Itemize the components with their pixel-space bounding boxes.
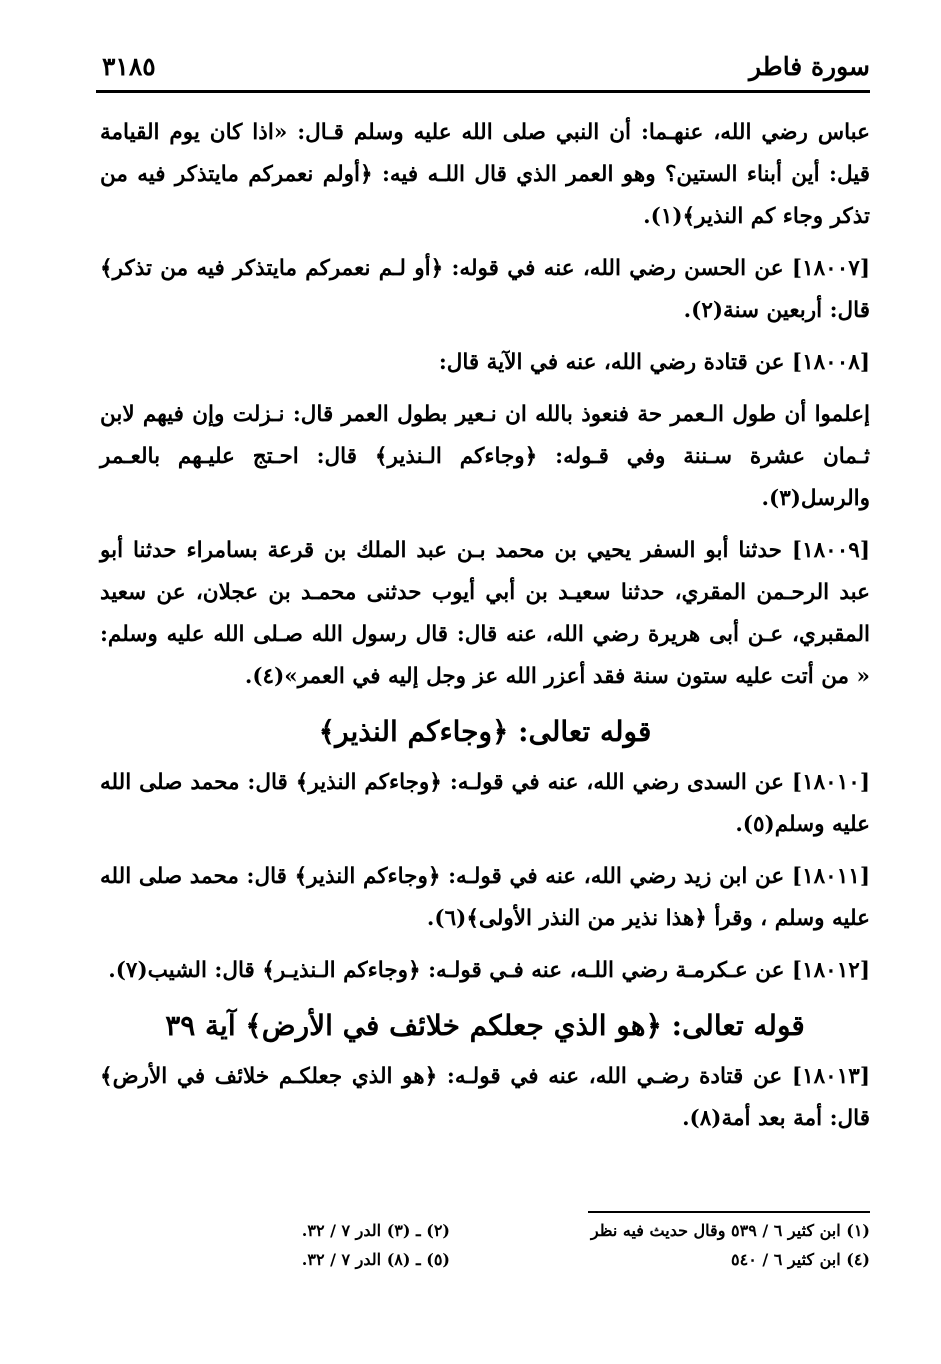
paragraph: [١٨٠١٢] عن عـكرمـة رضي اللـه، عنه فـي قولـه: ﴿وجاءكم الـنذيـر﴾ قال: الشيب(٧). bbox=[108, 958, 870, 983]
paragraph: [١٨٠٠٨] عن قتادة رضي الله، عنه في الآية قال: bbox=[438, 350, 870, 375]
page-body bbox=[100, 112, 870, 1150]
paragraph: [١٨٠١٣] عن قتادة رضـي الله، عنه في قولـه: ﴿هو الذي جعلكـم خلائف في الأرض﴾ قال: أمة بعد أمة(٨). bbox=[100, 1064, 870, 1131]
footnotes bbox=[100, 1211, 870, 1274]
page-number: ٣١٨٥ bbox=[102, 52, 156, 81]
footnote-divider bbox=[588, 1211, 870, 1213]
paragraph: [١٨٠١١] عن ابن زيد رضي الله، عنه في قولـه: ﴿وجاءكم النذير﴾ قال: محمد صلى الله عليه وسلم ، وقرأ ﴿هذا نذير من النذر الأولى﴾(٦). bbox=[100, 864, 870, 931]
footnote-row bbox=[100, 1216, 870, 1245]
footnote: (٥) ـ (٨) الدر ٧ / ٣٢. bbox=[301, 1250, 450, 1269]
section-heading: قوله تعالى: ﴿وجاءكم النذير﴾ bbox=[318, 715, 652, 748]
footnote: (١) ابن كثير ٦ / ٥٣٩ وقال حديث فيه نظر bbox=[590, 1221, 870, 1240]
paragraph: [١٨٠٠٧] عن الحسن رضي الله، عنه في قوله: ﴿أو لـم نعمركم مايتذكر فيه من تذكر﴾ قال: أربعين سنة(٢). bbox=[100, 256, 870, 323]
page-header bbox=[96, 46, 870, 93]
paragraph: [١٨٠٠٩] حدثنا أبو السفر يحيي بن محمد بـن عبد الملك بن قرعة بسامراء حدثنا أبو عبد الرحـمن المقري، حدثنا سعيـد بن أبي أيوب حدثنى محمـد بن عجلان، عن سعيد المقبري، عـن أبى هريرة رضي الله، عنه قال: قال رسول الله صـلى الله عليه وسلم: « من أتت عليه ستون سنة فقد أعزر الله عز وجل إليه في العمر»(٤). bbox=[100, 538, 870, 689]
footnote: (٢) ـ (٣) الدر ٧ / ٣٢. bbox=[301, 1221, 450, 1240]
surah-title: سورة فاطر bbox=[749, 52, 870, 81]
paragraph: [١٨٠١٠] عن السدى رضي الله، عنه في قولـه: ﴿وجاءكم النذير﴾ قال: محمد صلى الله عليه وسلم(٥). bbox=[100, 770, 870, 837]
footnote: (٤) ابن كثير ٦ / ٥٤٠ bbox=[731, 1250, 870, 1269]
section-heading: قوله تعالى: ﴿هو الذي جعلكم خلائف في الأرض﴾ آية ٣٩ bbox=[165, 1009, 805, 1042]
paragraph: عباس رضي الله، عنهـما: أن النبي صلى الله عليه وسلم قـال: «اذا كان يوم القيامة قيل: أين أبناء الستين؟ وهو العمر الذي قال اللـه فيه: ﴿أولم نعمركم مايتذكر فيه من تذكر وجاء كم النذير﴾(١). bbox=[100, 120, 870, 229]
paragraph: إعلموا أن طول الـعمر حة فنعوذ بالله ان نـعير بطول العمر قال: نـزلت وإن فيهم لابن ثـمان عشرة سـننة وفي قـوله: ﴿وجاءكم الـنذير﴾ قال: احـتج عليـهم بالعـمر والرسل(٣). bbox=[100, 402, 870, 511]
footnote-row bbox=[100, 1245, 870, 1274]
